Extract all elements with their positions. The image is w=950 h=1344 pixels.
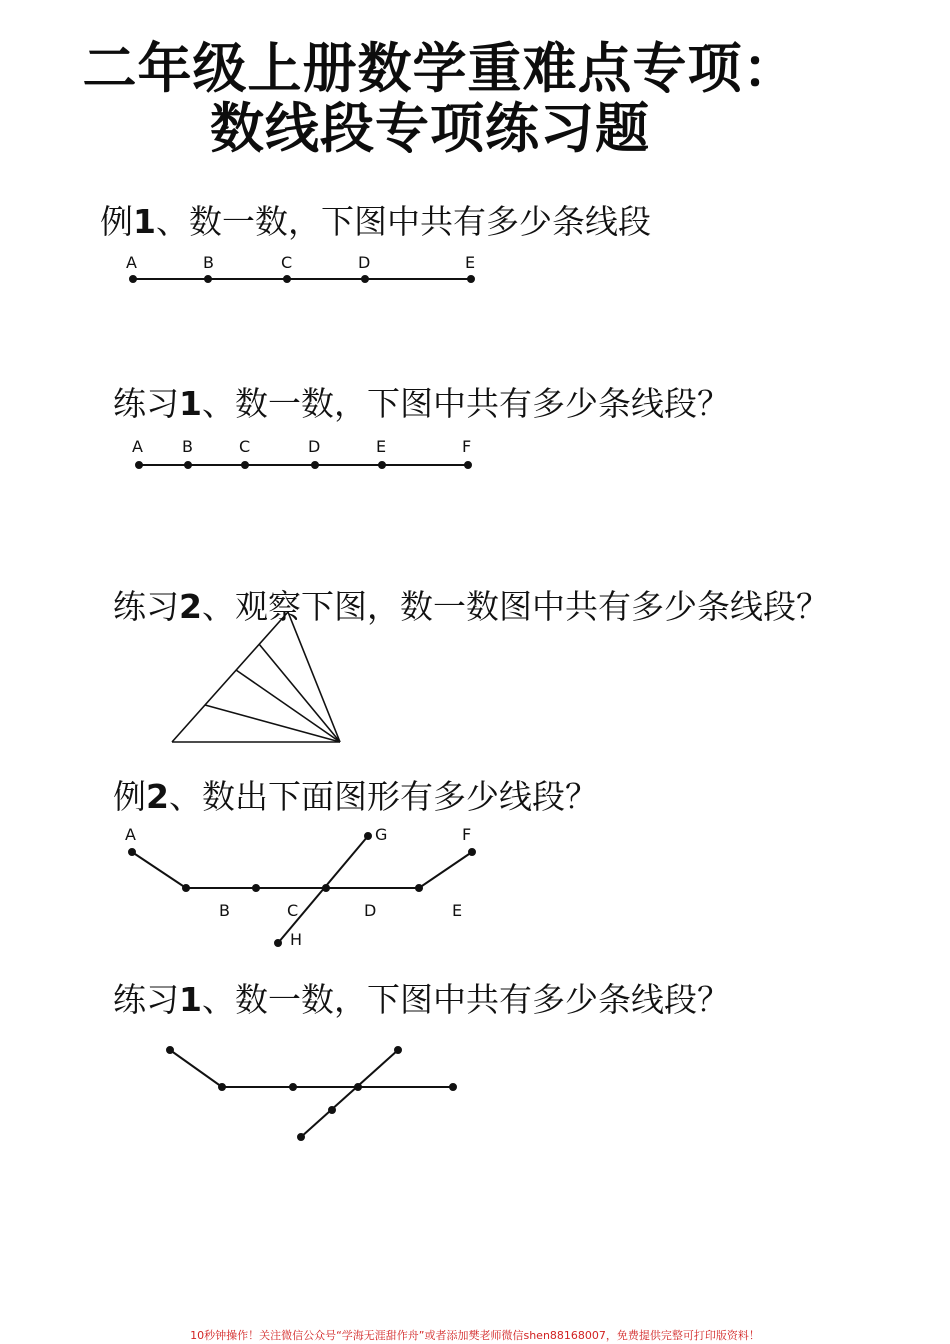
point-dot bbox=[290, 1084, 296, 1090]
point-dot bbox=[205, 276, 211, 282]
point-dot bbox=[312, 462, 318, 468]
point-dot bbox=[355, 1084, 361, 1090]
point-label-c: C bbox=[281, 253, 293, 272]
point-dot bbox=[469, 849, 475, 855]
point-dot bbox=[465, 462, 471, 468]
point-label-d: D bbox=[308, 437, 321, 456]
point-label-a: A bbox=[132, 437, 143, 456]
question-prefix: 练习 bbox=[113, 384, 179, 423]
point-label-d: D bbox=[358, 253, 371, 272]
point-dot bbox=[379, 462, 385, 468]
point-dot bbox=[185, 462, 191, 468]
figure-1-labels bbox=[126, 253, 475, 272]
figure-fan-triangle bbox=[172, 612, 340, 742]
point-dot bbox=[284, 276, 290, 282]
point-dot bbox=[183, 885, 189, 891]
point-label-b: B bbox=[182, 437, 193, 456]
question-prefix: 例 bbox=[113, 777, 146, 816]
inner-ray-1 bbox=[259, 644, 340, 742]
question-number: 2 bbox=[146, 777, 169, 816]
point-dot bbox=[167, 1047, 173, 1053]
question-text: 、数一数，下图中共有多少条线段？ bbox=[201, 980, 730, 1019]
point-label-e: E bbox=[452, 901, 463, 920]
point-label-d: D bbox=[364, 901, 377, 920]
point-dot bbox=[136, 462, 142, 468]
point-dot bbox=[365, 833, 371, 839]
question-number: 1 bbox=[179, 384, 202, 423]
page-title-line-2: 数线段专项练习题 bbox=[210, 97, 650, 160]
question-text: 、数一数，下图中共有多少条线段 bbox=[155, 202, 651, 241]
question-text: 、数一数，下图中共有多少条线段？ bbox=[201, 384, 730, 423]
inner-ray-3 bbox=[205, 705, 340, 742]
point-dot bbox=[130, 276, 136, 282]
point-dot bbox=[219, 1084, 225, 1090]
point-label-e: E bbox=[376, 437, 387, 456]
figure-line-abcde bbox=[130, 276, 474, 282]
point-dot bbox=[253, 885, 259, 891]
point-dot bbox=[323, 885, 329, 891]
point-dot bbox=[468, 276, 474, 282]
point-label-h: H bbox=[290, 930, 303, 949]
question-prefix: 例 bbox=[100, 202, 133, 241]
point-label-b: B bbox=[219, 901, 230, 920]
point-label-b: B bbox=[203, 253, 214, 272]
question-text: 、数出下面图形有多少线段？ bbox=[168, 777, 598, 816]
point-dot bbox=[275, 940, 281, 946]
point-dot bbox=[329, 1107, 335, 1113]
crossing-segment bbox=[301, 1050, 398, 1137]
footer-note: 10秒钟操作！关注微信公众号“学海无涯甜作舟”或者添加樊老师微信shen88168007，免费提供完整可打印版资料！ bbox=[190, 1329, 760, 1342]
point-dot bbox=[450, 1084, 456, 1090]
figure-2-labels bbox=[132, 437, 471, 456]
point-dot bbox=[298, 1134, 304, 1140]
point-label-f: F bbox=[462, 437, 472, 456]
page-title-line-1: 二年级上册数学重难点专项： bbox=[82, 37, 798, 100]
point-label-a: A bbox=[126, 253, 137, 272]
point-dot bbox=[129, 849, 135, 855]
figure-broken-line-unlabeled bbox=[167, 1047, 456, 1140]
point-dot bbox=[242, 462, 248, 468]
figure-line-abcdef bbox=[136, 462, 471, 468]
question-text: 、观察下图，数一数图中共有多少条线段？ bbox=[201, 587, 829, 626]
point-dot bbox=[395, 1047, 401, 1053]
triangle-right-side bbox=[288, 612, 340, 742]
question-number: 1 bbox=[179, 980, 202, 1019]
point-label-e: E bbox=[465, 253, 476, 272]
point-label-c: C bbox=[239, 437, 251, 456]
question-number: 1 bbox=[133, 202, 156, 241]
point-dot bbox=[362, 276, 368, 282]
point-label-a: A bbox=[125, 825, 136, 844]
broken-line bbox=[132, 852, 472, 888]
point-label-c: C bbox=[287, 901, 299, 920]
question-prefix: 练习 bbox=[113, 587, 179, 626]
point-label-g: G bbox=[375, 825, 388, 844]
point-dot bbox=[416, 885, 422, 891]
broken-line bbox=[170, 1050, 453, 1087]
point-label-f: F bbox=[462, 825, 472, 844]
question-prefix: 练习 bbox=[113, 980, 179, 1019]
question-number: 2 bbox=[179, 587, 202, 626]
inner-ray-2 bbox=[236, 670, 340, 742]
